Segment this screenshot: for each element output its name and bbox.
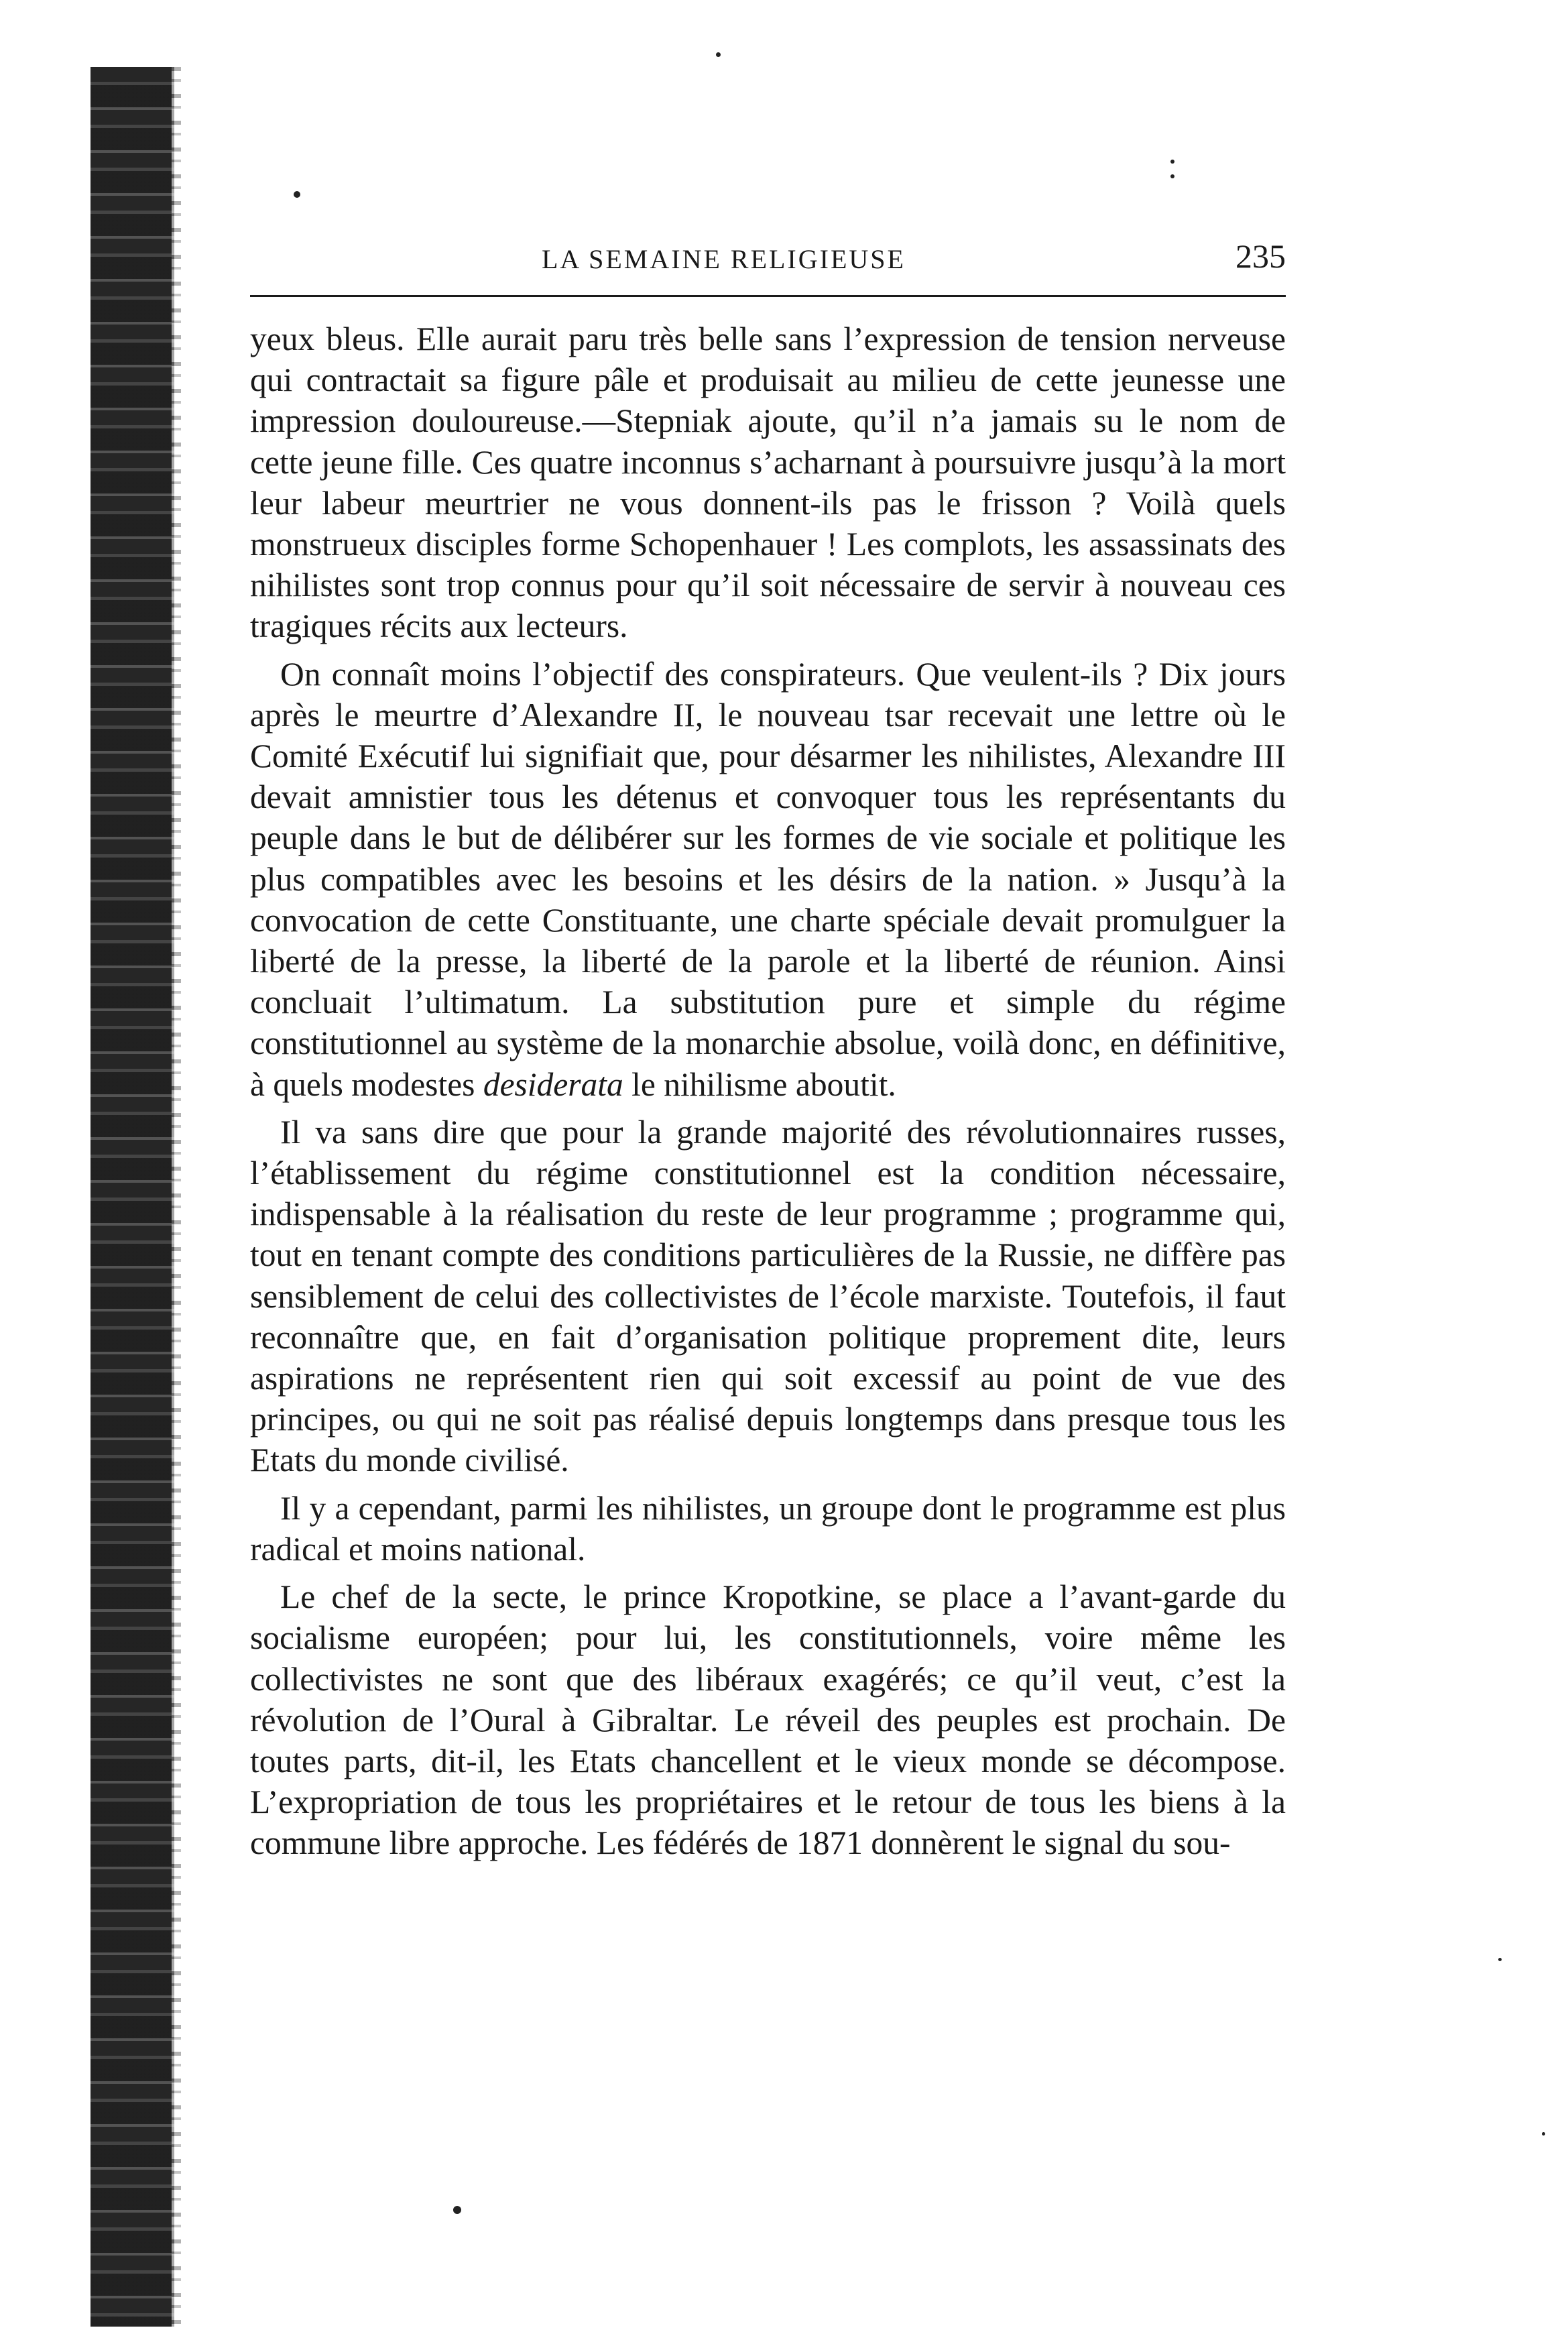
ink-speck <box>1170 160 1174 164</box>
ink-speck <box>1170 174 1174 178</box>
header-rule <box>250 295 1286 297</box>
paragraph-1: yeux bleus. Elle aurait paru très belle sans l’expression de tension nerveuse qui contractait sa figure pâle et produisait au milieu de cette jeunesse une impression douloureuse.—Stepniak ajoute, qu’il n’a jamais su le nom de cette jeune fille. Ces quatre inconnus s’acharnant à poursuivre jusqu’à la mort leur labeur meurtrier ne vous donnent-ils pas le frisson ? Voilà quels monstrueux disciples forme Schopenhauer ! Les complots, les assassinats des nihilistes sont trop connus pour qu’il soit nécessaire de servir à nouveau ces tragiques récits aux lecteurs. <box>250 320 1286 645</box>
article-body <box>250 318 1286 1871</box>
page-header <box>250 231 1286 285</box>
paragraph-2-text: On connaît moins l’objectif des conspirateurs. Que veulent-ils ? Dix jours après le meurtre d’Alexandre II, le nouveau tsar recevait une lettre où le Comité Exécutif lui signifiait que, pour désarmer les nihilistes, Alexandre III devait amnistier tous les détenus et convoquer tous les représentants du peuple dans le but de délibérer sur les formes de vie sociale et politique les plus compatibles avec les besoins et les désirs de la nation. » Jusqu’à la convocation de cette Constituante, une charte spéciale devait promulguer la liberté de la presse, la liberté de la parole et la liberté de réunion. Ainsi concluait l’ultimatum. La substitution pure et simple du régime constitutionnel au système de la monarchie absolue, voilà donc, en définitive, à quels modestes <box>250 655 1286 1103</box>
ink-speck <box>1498 1958 1502 1961</box>
paragraph-4: Il y a cependant, parmi les nihilistes, un groupe dont le programme est plus radical et moins national. <box>250 1489 1286 1568</box>
ink-speck <box>716 52 721 57</box>
ink-speck <box>1542 2132 1545 2136</box>
paragraph-5: Le chef de la secte, le prince Kropotkine, se place a l’avant-garde du socialisme européen; pour lui, les constitutionnels, voire même les collectivistes ne sont que des libéraux exagérés; ce qu’il veut, c’est la révolution de l’Oural à Gibraltar. Le réveil des peuples est prochain. De toutes parts, dit-il, les Etats chancellent et le vieux monde se décompose. L’expropriation de tous les propriétaires et le retour de tous les biens à la commune libre approche. Les fédérés de 1871 donnèrent le signal du sou- <box>250 1578 1286 1862</box>
paragraph-3: Il va sans dire que pour la grande majorité des révolutionnaires russes, l’établissement du régime constitutionnel est la condition nécessaire, indispensable à la réalisation du reste de leur programme ; programme qui, tout en tenant compte des conditions particulières de la Russie, ne diffère pas sensiblement de celui des collectivistes de l’école marxiste. Toutefois, il faut reconnaître que, en fait d’organisation politique proprement dite, leurs aspirations ne représentent rien qui soit excessif au point de vue des principes, ou qui ne soit pas réalisé depuis longtemps dans presque tous les Etats du monde civilisé. <box>250 1113 1286 1479</box>
running-title: LA SEMAINE RELIGIEUSE <box>542 244 906 274</box>
paragraph-2-italic: desiderata <box>483 1065 623 1103</box>
page-binding-edge <box>91 67 174 2327</box>
paragraph-2-end: le nihilisme aboutit. <box>623 1065 896 1103</box>
paragraph-2 <box>250 654 1286 1105</box>
page-number: 235 <box>1235 237 1286 275</box>
ink-speck <box>294 191 300 198</box>
ink-speck <box>453 2206 461 2214</box>
